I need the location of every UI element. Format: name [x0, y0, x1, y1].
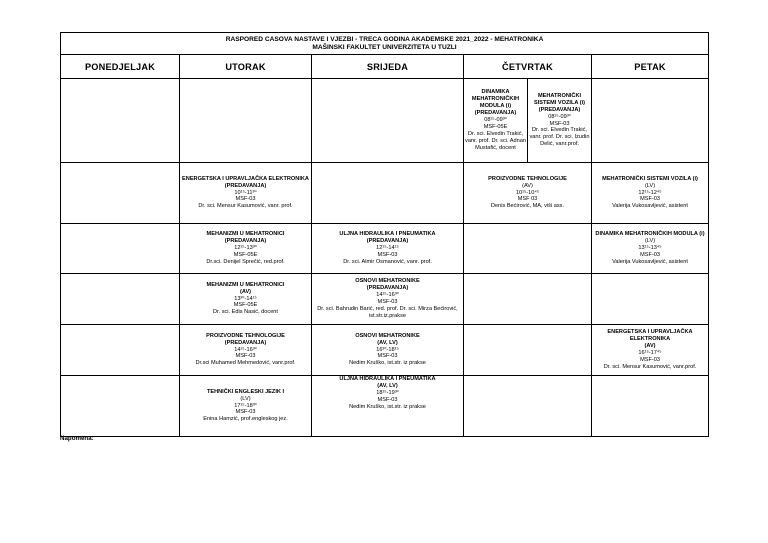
course-kind: (PREDAVANJA): [366, 238, 409, 245]
course-staff: Valerija Vukosavljević, asistent: [612, 258, 688, 265]
course-staff: Dr.sci Muhamed Mehmedović, vanr.prof.: [195, 360, 296, 367]
course-time: 13³⁰-14¹⁵: [234, 295, 257, 302]
course-time: 12¹⁵-13³⁰: [234, 245, 257, 252]
course-name: ENERGETSKA I UPRAVLJAČKA ELEKTRONIKA: [607, 329, 693, 343]
cell-mon-4: [61, 274, 180, 325]
course-staff: Dr. sci. Elvedin Trakić, vanr. prof. Dr. sci. Izudin Delić, vanr.prof.: [529, 127, 590, 148]
cell-wed-4: [312, 274, 464, 325]
schedule-title: [61, 33, 709, 55]
course-time: 08¹⁵-09³⁰: [548, 113, 571, 120]
course-name: ULJNA HIDRAULIKA I PNEUMATIKA: [339, 231, 436, 238]
course-name: DINAMIKA MEHATRONIČKIH MODULA (i): [471, 89, 520, 110]
cell-tue-3: [180, 224, 312, 274]
course-staff: Dr. sci. Elvedin Trakić, vanr. prof. Dr. sci. Adnan Mustafić, docent: [465, 130, 526, 151]
course-staff: Dr.sci. Denijel Sprečić, red.prof.: [206, 258, 285, 265]
day-header-tuesday: UTORAK: [180, 55, 312, 79]
course-staff: Dr. sci. Mensur Kasumović, vanr. prof.: [198, 203, 293, 210]
course-room: MSF-05E: [233, 302, 258, 309]
course-kind: (AV): [239, 288, 252, 295]
course-kind: (LV): [644, 182, 656, 189]
cell-thu-6: [464, 376, 592, 437]
cell-tue-2: [180, 163, 312, 224]
course-name: MEHATRONIČKI SISTEMI VOZILA (i): [533, 92, 586, 106]
course-room: MSF-03: [640, 196, 660, 203]
course-time: 18¹⁵-19³⁰: [376, 389, 399, 396]
cell-mon-1: [61, 79, 180, 163]
cell-tue-6: [180, 376, 312, 437]
course-time: 12¹⁵-12⁴⁵: [638, 189, 662, 196]
day-header-wednesday: SRIJEDA: [312, 55, 464, 79]
day-header-thursday: ČETVRTAK: [464, 55, 592, 79]
course-room: MSF-03: [377, 299, 398, 305]
cell-wed-3: [312, 224, 464, 274]
cell-fri-4: [592, 274, 709, 325]
course-time: 12¹⁵-14¹⁵: [376, 245, 399, 252]
course-name: PROIZVODNE TEHNOLOGIJE: [488, 175, 567, 182]
course-name: MEHANIZMI U MEHATRONICI: [206, 281, 285, 288]
course-block: [527, 79, 591, 162]
course-block: [464, 79, 527, 162]
course-room: MSF-05E: [483, 123, 508, 130]
course-room: MSF-03: [640, 356, 660, 363]
course-room: MSF-03: [549, 120, 570, 127]
course-room: MSF-03: [235, 409, 256, 416]
course-time: 17¹⁵-18³⁰: [234, 402, 257, 409]
cell-mon-5: [61, 325, 180, 376]
cell-mon-3: [61, 224, 180, 274]
cell-fri-5: [592, 325, 709, 376]
course-staff: Dr. sci. Edis Nasić, docent: [213, 309, 278, 316]
course-kind: (AV, LV): [377, 382, 398, 389]
course-name: TEHNIČKI ENGLESKI JEZIK I: [206, 388, 285, 395]
course-time: 14¹⁵-16³⁰: [376, 292, 399, 299]
course-room: MSF-05E: [233, 251, 258, 258]
course-time: 08¹⁵-09³⁰: [484, 117, 507, 124]
course-time: 10¹⁵-10⁴⁵: [515, 189, 540, 196]
course-kind: (PREDAVANJA): [224, 339, 267, 346]
course-name: MEHATRONIČKI SISTEMI VOZILA (i): [602, 175, 698, 182]
cell-fri-3: [592, 224, 709, 274]
schedule-page: [60, 32, 708, 437]
cell-mon-6: [61, 376, 180, 437]
cell-wed-6: [312, 376, 464, 437]
course-room: MSF-03: [235, 353, 256, 360]
course-room: MSF-03: [377, 353, 398, 360]
course-time: 16³⁰-18¹⁵: [376, 346, 399, 353]
course-kind: (PREDAVANJA): [224, 238, 267, 245]
course-name: MEHANIZMI U MEHATRONICI: [206, 231, 285, 238]
title-line-2: MAŠINSKI FAKULTET UNIVERZITETA U TUZLI: [312, 43, 457, 51]
course-name: ENERGETSKA I UPRAVLJAČKA ELEKTRONIKA: [182, 175, 309, 182]
course-room: MSF-03: [235, 196, 256, 203]
course-room: MSF 03: [517, 196, 538, 203]
course-kind: (LV): [240, 395, 251, 402]
course-kind: (AV, LV): [377, 339, 398, 346]
day-header-friday: PETAK: [592, 55, 709, 79]
cell-tue-1: [180, 79, 312, 163]
course-kind: (LV): [644, 238, 656, 245]
cell-thu-3: [464, 224, 592, 274]
course-staff: Dr. sci. Almir Osmanović, vanr. prof.: [343, 258, 432, 265]
course-kind: (PREDAVANJA): [538, 106, 581, 113]
cell-fri-6: [592, 376, 709, 437]
title-line-1: RASPORED CASOVA NASTAVE I VJEZBI - TRECA GODINA AKADEMSKE 2021_2022 - MEHATRONIKA: [225, 35, 544, 43]
course-name: DINAMIKA MEHATRONIČKIH MODULA (i): [595, 231, 705, 238]
cell-fri-1: [592, 79, 709, 163]
note-label: Napomena:: [60, 435, 94, 442]
course-kind: (PREDAVANJA): [366, 285, 409, 292]
course-room: MSF-03: [640, 251, 660, 258]
course-staff: Nedim Kruško, ist.str. iz prakse: [349, 403, 426, 410]
cell-tue-5: [180, 325, 312, 376]
course-staff: Dr. sci. Bahrudin Barić, red. prof. Dr. sci. Mirza Bećirović, ist.str.iz.prakse: [317, 305, 458, 319]
schedule-table: [60, 32, 709, 437]
course-kind: (AV): [644, 343, 656, 350]
course-name: ULJNA HIDRAULIKA I PNEUMATIKA: [339, 376, 436, 382]
course-time: 16¹⁵-17⁴⁵: [638, 350, 662, 356]
course-staff: Nedim Kruško, ist.str. iz prakse: [349, 360, 426, 367]
cell-tue-4: [180, 274, 312, 325]
course-kind: (PREDAVANJA): [474, 110, 517, 117]
cell-thu-4: [464, 274, 592, 325]
cell-fri-2: [592, 163, 709, 224]
cell-thu-2: [464, 163, 592, 224]
course-staff: Enina Hamzić, prof.engleskog jez.: [203, 416, 288, 423]
course-kind: (PREDAVANJA): [224, 182, 267, 189]
cell-mon-2: [61, 163, 180, 224]
course-staff: Valerija Vukosavljević, asistent: [612, 203, 688, 210]
course-staff: Dr. sci. Mensur Kasumović, vanr.prof.: [603, 363, 697, 370]
course-staff: Denis Bećirović, MA, viši ass.: [490, 203, 565, 210]
course-room: MSF-03: [377, 396, 398, 403]
cell-wed-2: [312, 163, 464, 224]
course-name: OSNOVI MEHATRONIKE: [355, 332, 420, 339]
cell-wed-5: [312, 325, 464, 376]
cell-thu-1: [464, 79, 592, 163]
course-time: 14¹⁵-16³⁰: [234, 346, 257, 353]
course-kind: (AV): [522, 182, 533, 189]
course-time: 10¹⁵-11³⁰: [234, 189, 257, 196]
course-room: MSF-03: [377, 251, 398, 258]
course-name: OSNOVI MEHATRONIKE: [355, 278, 420, 285]
course-name: PROIZVODNE TEHNOLOGIJE: [206, 332, 285, 339]
cell-wed-1: [312, 79, 464, 163]
cell-thu-5: [464, 325, 592, 376]
day-header-monday: PONEDJELJAK: [61, 55, 180, 79]
course-time: 13¹⁵-13⁴⁵: [638, 245, 662, 252]
